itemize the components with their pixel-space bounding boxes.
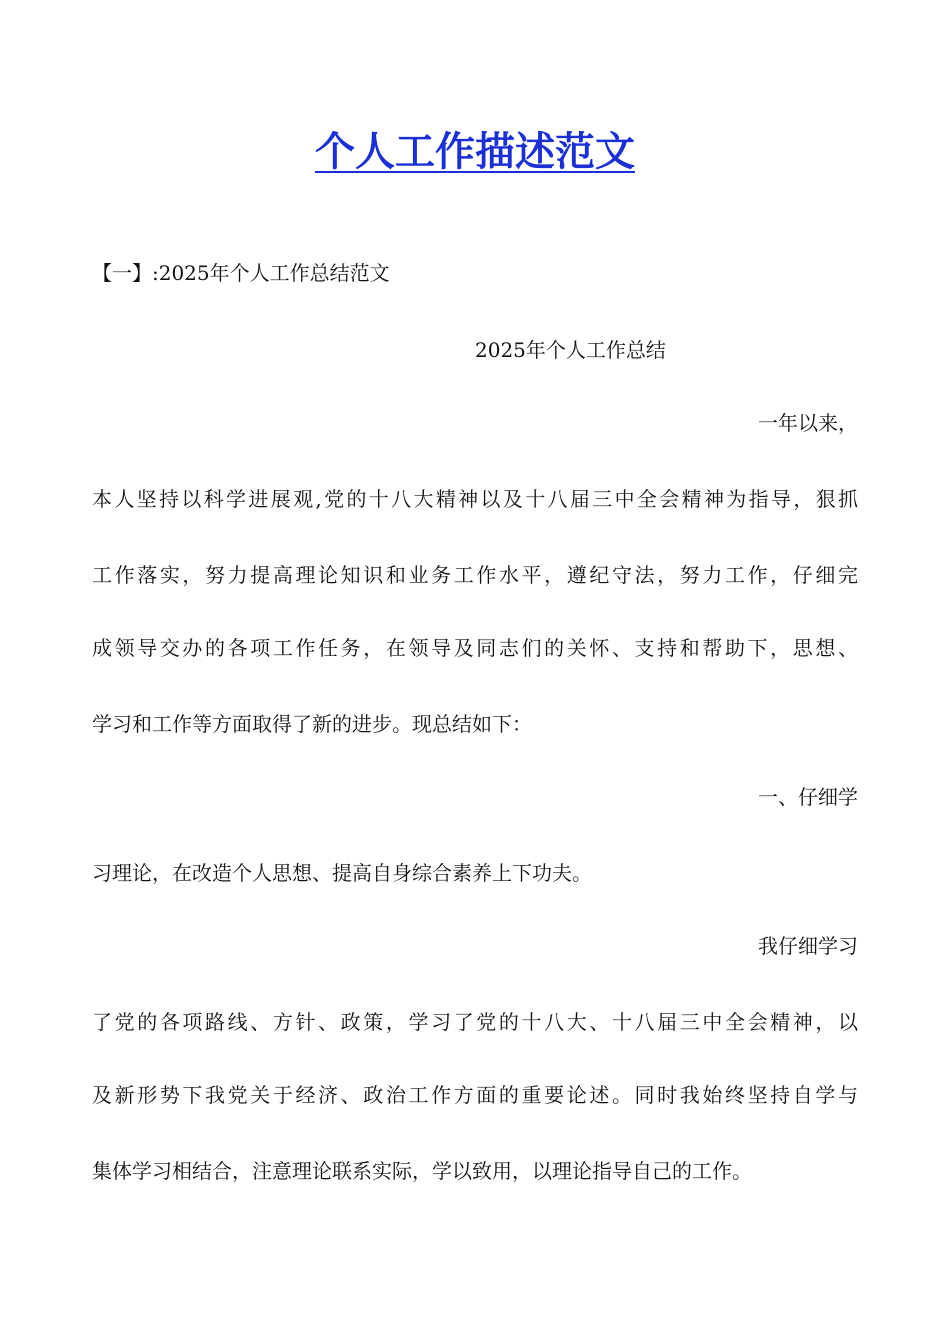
paragraph1-line: 工作落实，努力提高理论知识和业务工作水平，遵纪守法，努力工作，仔细完 [92,563,858,587]
heading1-line: 习理论，在改造个人思想、提高自身综合素养上下功夫。 [92,861,592,885]
paragraph1-line: 成领导交办的各项工作任务，在领导及同志们的关怀、支持和帮助下，思想、 [92,636,858,660]
section-heading: 【一】:2025年个人工作总结范文 [92,261,390,285]
paragraph1-line: 本人坚持以科学进展观,党的十八大精神以及十八届三中全会精神为指导，狠抓 [92,487,858,511]
paragraph1-lead: 一年以来， [758,411,858,435]
paragraph2-line: 及新形势下我党关于经济、政治工作方面的重要论述。同时我始终坚持自学与 [92,1083,858,1107]
paragraph2-lead: 我仔细学习 [758,934,858,958]
document-title[interactable]: 个人工作描述范文 [315,129,635,175]
paragraph2-line: 了党的各项路线、方针、政策，学习了党的十八大、十八届三中全会精神，以 [92,1010,858,1034]
heading1-lead: 一、仔细学 [758,785,858,809]
sub-title: 2025年个人工作总结 [475,338,666,362]
paragraph1-line: 学习和工作等方面取得了新的进步。现总结如下： [92,712,532,736]
paragraph2-line: 集体学习相结合，注意理论联系实际，学以致用，以理论指导自己的工作。 [92,1159,752,1183]
